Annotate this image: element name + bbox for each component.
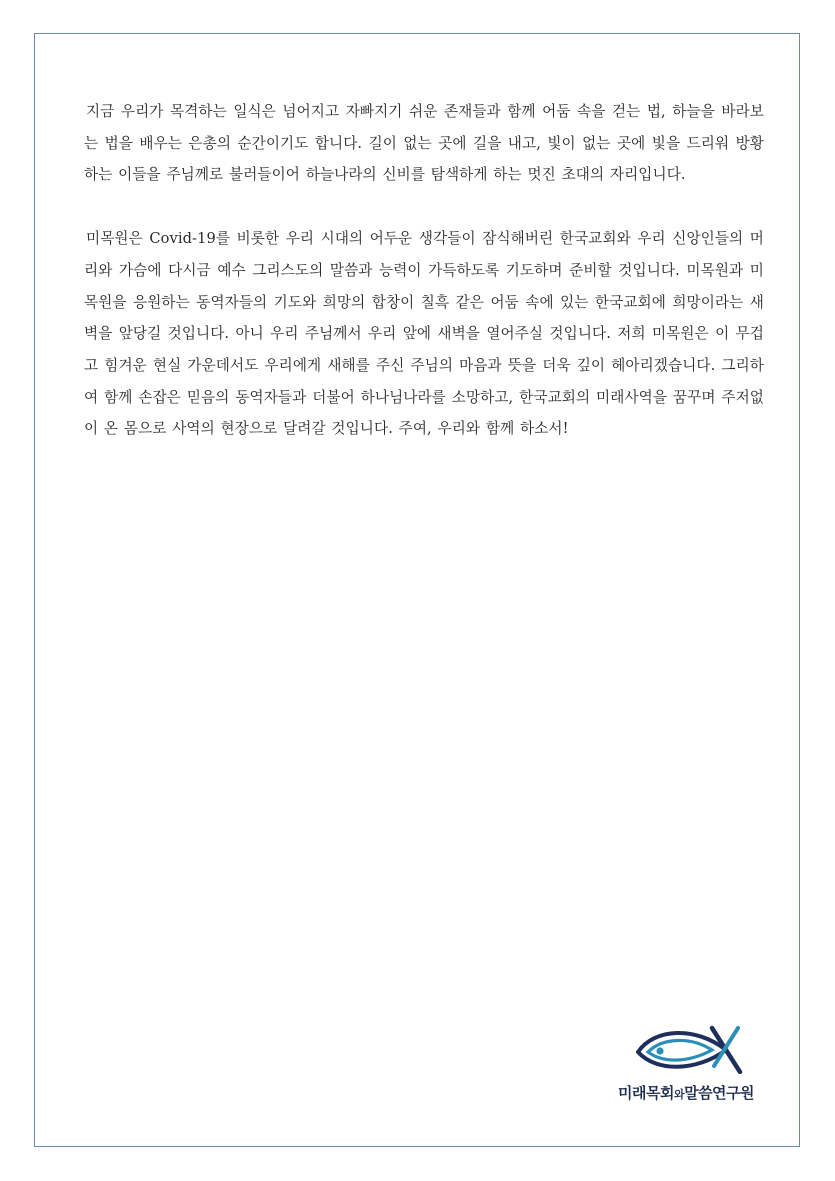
organization-name-part2: 말씀연구원 xyxy=(684,1084,755,1102)
fish-cross-icon xyxy=(634,1022,746,1074)
organization-name-part1: 미래목회 xyxy=(617,1084,674,1102)
organization-name xyxy=(606,1082,766,1103)
organization-name-connector: 와 xyxy=(673,1088,685,1101)
paragraph-1: 지금 우리가 목격하는 일식은 넘어지고 자빠지기 쉬운 존재들과 함께 어둠 속을 걷는 법, 하늘을 바라보는 법을 배우는 은총의 순간이기도 합니다. 길이 없는 곳에 길을 내고, 빛이 없는 곳에 빛을 드리워 방황하는 이들을 주님께로 불러들이어 하늘나라의 신비를 탐색하게 하는 멋진 초대의 자리입니다. xyxy=(84,103,764,184)
organization-logo xyxy=(606,1022,766,1112)
paragraph-2: 미목원은 Covid-19를 비롯한 우리 시대의 어두운 생각들이 잠식해버린 한국교회와 우리 신앙인들의 머리와 가슴에 다시금 예수 그리스도의 말씀과 능력이 가득하도록 기도하며 준비할 것입니다. 미목원과 미목원을 응원하는 동역자들의 기도와 희망의 합창이 칠흑 같은 어둠 속에 있는 한국교회에 희망이라는 새벽을 앞당길 것입니다. 아니 우리 주님께서 우리 앞에 새벽을 열어주실 것입니다. 저희 미목원은 이 무겁고 힘겨운 현실 가운데서도 우리에게 새해를 주신 주님의 마음과 뜻을 더욱 깊이 헤아리겠습니다. 그리하여 함께 손잡은 믿음의 동역자들과 더불어 하나님나라를 소망하고, 한국교회의 미래사역을 꿈꾸며 주저없이 온 몸으로 사역의 현장으로 달려갈 것입니다. 주여, 우리와 함께 하소서! xyxy=(84,230,764,438)
letter-body xyxy=(84,96,764,445)
